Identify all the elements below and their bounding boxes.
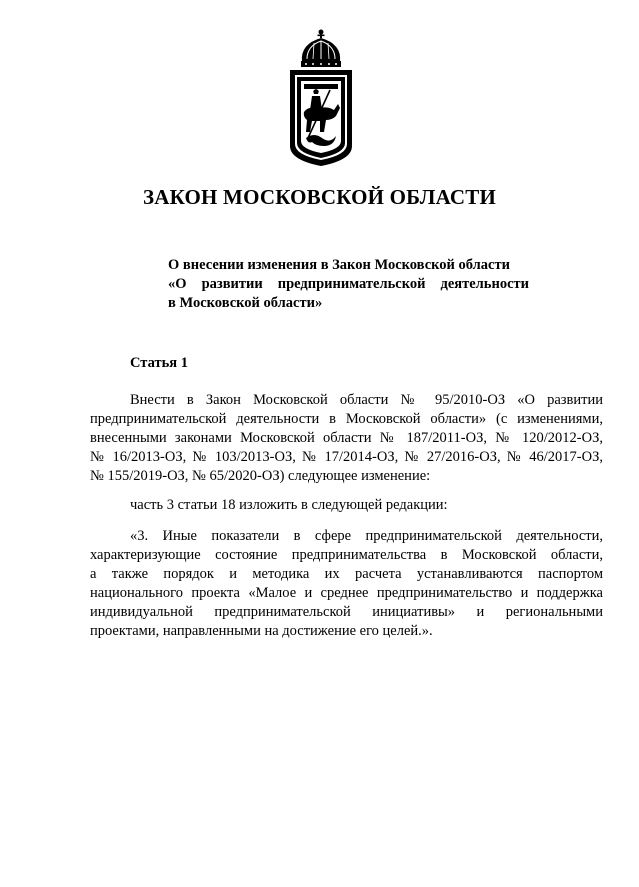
law-subject xyxy=(168,256,529,313)
subject-line: в Московской области» xyxy=(168,295,323,311)
coat-of-arms-icon xyxy=(286,28,356,168)
paragraph-line: индивидуальной предпринимательской инициативы» и региональными xyxy=(90,604,603,620)
paragraph-line: «3. Иные показатели в сфере предпринимательской деятельности, xyxy=(130,528,603,544)
article-paragraph xyxy=(90,496,603,515)
subject-line: О внесении изменения в Закон Московской области xyxy=(168,257,510,273)
article-paragraph xyxy=(90,391,603,486)
paragraph-line: Внести в Закон Московской области № 95/2010-ОЗ «О развитии xyxy=(130,392,603,408)
crown-icon xyxy=(301,30,341,68)
article-heading: Статья 1 xyxy=(130,355,188,371)
paragraph-line: № 155/2019-ОЗ, № 65/2020-ОЗ) следующее изменение: xyxy=(90,468,431,484)
paragraph-line: а также порядок и методика их расчета устанавливаются паспортом xyxy=(90,566,603,582)
amendment-text xyxy=(90,527,603,641)
paragraph-line: характеризующие состояние предпринимательства в Московской области, xyxy=(90,547,603,563)
shield-icon xyxy=(290,70,352,166)
law-title: ЗАКОН МОСКОВСКОЙ ОБЛАСТИ xyxy=(142,185,497,209)
paragraph-line: предпринимательской деятельности в Московской области» (с изменениями, xyxy=(90,411,603,427)
paragraph-line: № 16/2013-ОЗ, № 103/2013-ОЗ, № 17/2014-ОЗ, № 27/2016-ОЗ, № 46/2017-ОЗ, xyxy=(90,449,603,465)
paragraph-line: часть 3 статьи 18 изложить в следующей редакции: xyxy=(130,497,448,513)
paragraph-line: проектами, направленными на достижение его целей.». xyxy=(90,623,433,639)
paragraph-line: национального проекта «Малое и среднее предпринимательство и поддержка xyxy=(90,585,603,601)
paragraph-line: внесенными законами Московской области № 187/2011-ОЗ, № 120/2012-ОЗ, xyxy=(90,430,603,446)
subject-line: «О развитии предпринимательской деятельности xyxy=(168,276,529,292)
